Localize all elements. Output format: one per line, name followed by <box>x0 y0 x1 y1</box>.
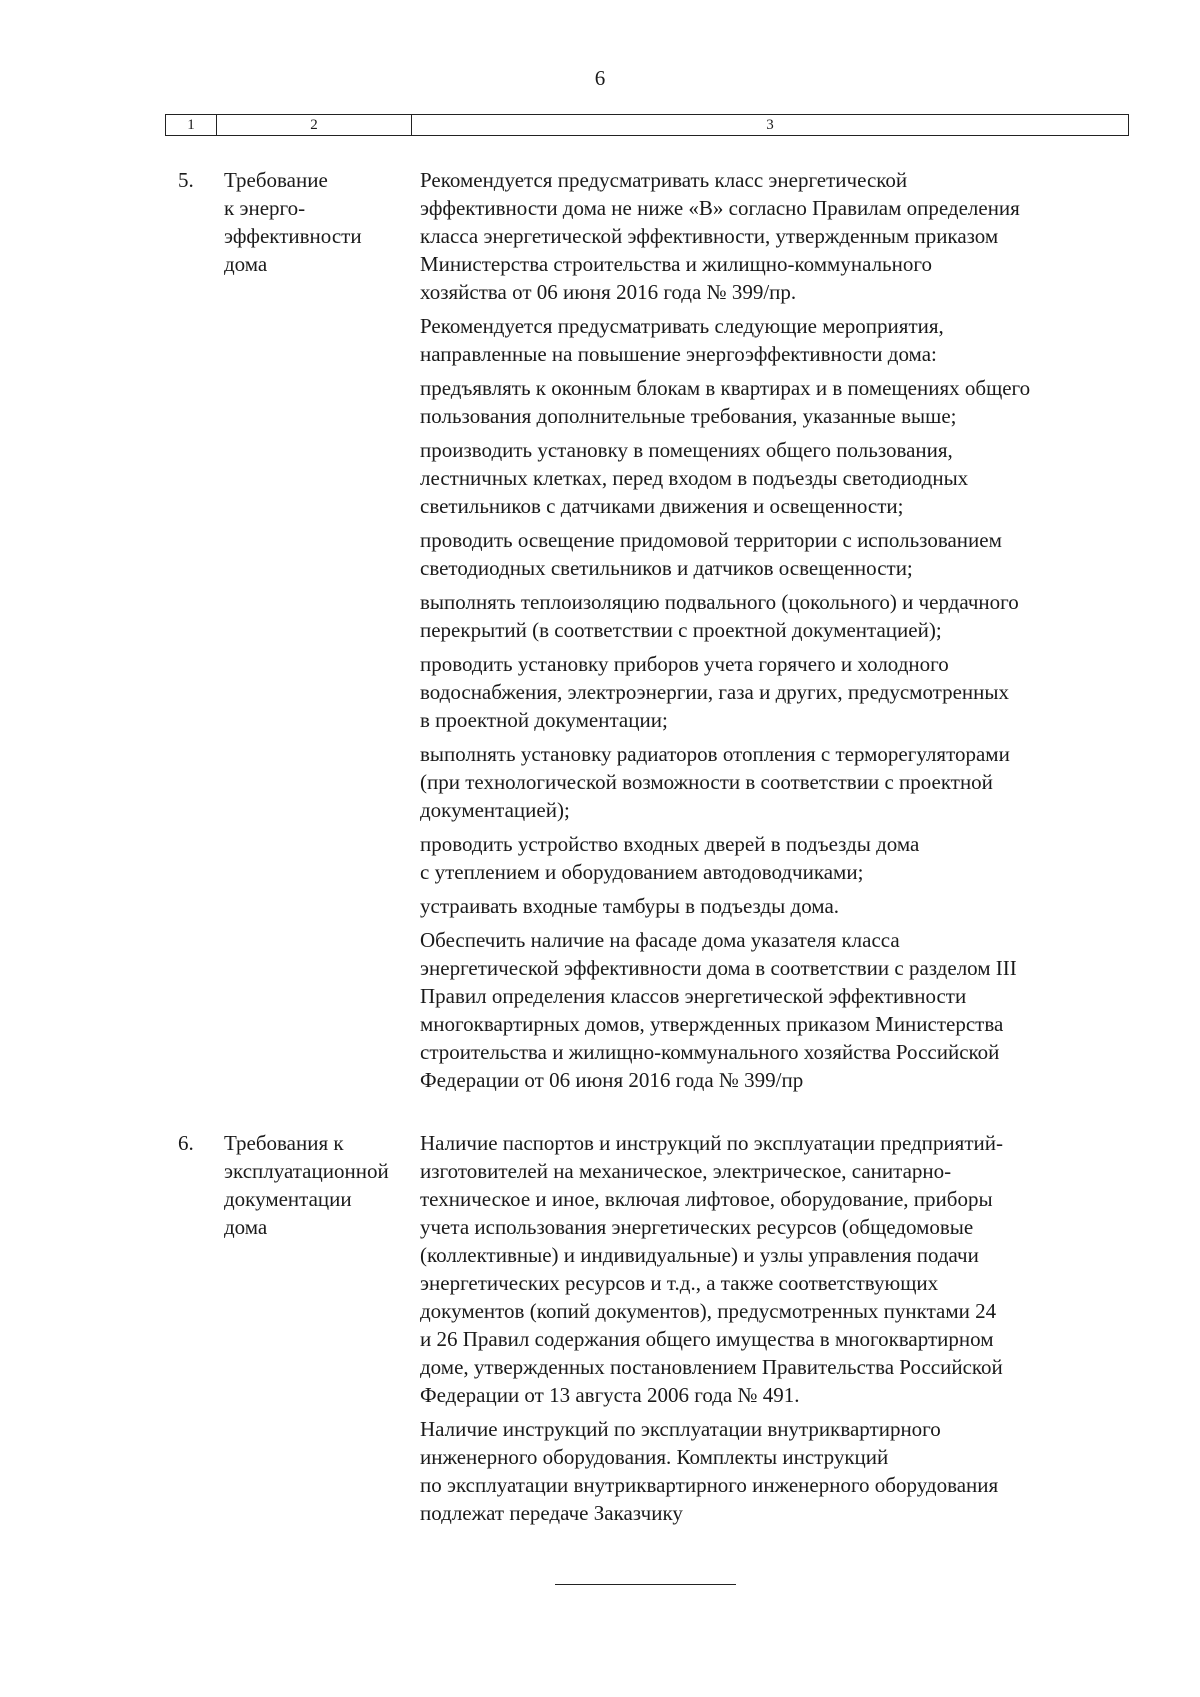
description-paragraph <box>420 374 1140 430</box>
description-paragraph <box>420 312 1140 368</box>
paragraph-line: в проектной документации; <box>420 708 668 732</box>
paragraph-line: Рекомендуется предусматривать следующие мероприятия, <box>420 314 944 338</box>
paragraph-line: предъявлять к оконным блокам в квартирах и в помещениях общего <box>420 376 1031 400</box>
row-title-line: документации <box>224 1187 352 1211</box>
column-header-2: 2 <box>217 115 412 136</box>
paragraph-line: строительства и жилищно-коммунального хозяйства Российской <box>420 1040 1000 1064</box>
paragraph-line: проводить освещение придомовой территории с использованием <box>420 528 1002 552</box>
paragraph-line: документацией); <box>420 798 570 822</box>
paragraph-line: Федерации от 06 июня 2016 года № 399/пр <box>420 1068 804 1092</box>
paragraph-line: хозяйства от 06 июня 2016 года № 399/пр. <box>420 280 797 304</box>
description-paragraph <box>420 740 1140 824</box>
paragraph-line: выполнять установку радиаторов отопления с терморегуляторами <box>420 742 1010 766</box>
description-paragraph <box>420 526 1140 582</box>
paragraph-line: перекрытий (в соответствии с проектной документацией); <box>420 618 942 642</box>
row-title-line: к энерго- <box>224 196 306 220</box>
paragraph-line: водоснабжения, электроэнергии, газа и других, предусмотренных <box>420 680 1010 704</box>
paragraph-line: класса энергетической эффективности, утвержденным приказом <box>420 224 999 248</box>
paragraph-line: Наличие инструкций по эксплуатации внутриквартирного <box>420 1417 941 1441</box>
paragraph-line: инженерного оборудования. Комплекты инструкций <box>420 1445 889 1469</box>
paragraph-line: эффективности дома не ниже «B» согласно Правилам определения <box>420 196 1020 220</box>
paragraph-line: направленные на повышение энергоэффективности дома: <box>420 342 937 366</box>
paragraph-line: доме, утвержденных постановлением Правительства Российской <box>420 1355 1003 1379</box>
paragraph-line: Обеспечить наличие на фасаде дома указателя класса <box>420 928 900 952</box>
paragraph-line: энергетических ресурсов и т.д., а также соответствующих <box>420 1271 939 1295</box>
description-paragraph <box>420 650 1140 734</box>
paragraph-line: документов (копий документов), предусмотренных пунктами 24 <box>420 1299 997 1323</box>
row-title-line: эксплуатационной <box>224 1159 389 1183</box>
row-title-line: дома <box>224 252 268 276</box>
row-number: 6. <box>178 1131 194 1155</box>
page-number: 6 <box>594 66 606 90</box>
end-divider <box>555 1584 736 1585</box>
paragraph-line: проводить устройство входных дверей в подъезды дома <box>420 832 920 856</box>
column-header-3: 3 <box>412 115 1129 136</box>
paragraph-line: выполнять теплоизоляцию подвального (цокольного) и чердачного <box>420 590 1019 614</box>
paragraph-line: Правил определения классов энергетической эффективности <box>420 984 967 1008</box>
description-paragraph <box>420 436 1140 520</box>
paragraph-line: устраивать входные тамбуры в подъезды дома. <box>420 894 840 918</box>
paragraph-line: светильников с датчиками движения и освещенности; <box>420 494 904 518</box>
paragraph-line: изготовителей на механическое, электрическое, санитарно- <box>420 1159 952 1183</box>
description-paragraph <box>420 892 1140 920</box>
row-description <box>420 1129 1140 1533</box>
description-paragraph <box>420 830 1140 886</box>
paragraph-line: Рекомендуется предусматривать класс энергетической <box>420 168 908 192</box>
paragraph-line: по эксплуатации внутриквартирного инженерного оборудования <box>420 1473 999 1497</box>
row-number: 5. <box>178 168 194 192</box>
paragraph-line: (коллективные) и индивидуальные) и узлы управления подачи <box>420 1243 979 1267</box>
paragraph-line: лестничных клетках, перед входом в подъезды светодиодных <box>420 466 969 490</box>
row-description <box>420 166 1140 1100</box>
row-title <box>224 166 414 278</box>
paragraph-line: производить установку в помещениях общего пользования, <box>420 438 953 462</box>
paragraph-line: Наличие паспортов и инструкций по эксплуатации предприятий- <box>420 1131 1003 1155</box>
description-paragraph <box>420 926 1140 1094</box>
paragraph-line: светодиодных светильников и датчиков освещенности; <box>420 556 913 580</box>
paragraph-line: многоквартирных домов, утвержденных приказом Министерства <box>420 1012 1004 1036</box>
paragraph-line: проводить установку приборов учета горячего и холодного <box>420 652 949 676</box>
paragraph-line: подлежат передаче Заказчику <box>420 1501 683 1525</box>
description-paragraph <box>420 1129 1140 1409</box>
paragraph-line: энергетической эффективности дома в соответствии с разделом III <box>420 956 1017 980</box>
paragraph-line: с утеплением и оборудованием автодоводчиками; <box>420 860 864 884</box>
row-title-line: Требование <box>224 168 328 192</box>
row-title-line: эффективности <box>224 224 362 248</box>
column-header-1: 1 <box>166 115 217 136</box>
paragraph-line: и 26 Правил содержания общего имущества в многоквартирном <box>420 1327 994 1351</box>
row-title <box>224 1129 414 1241</box>
column-header-row <box>165 114 1129 136</box>
paragraph-line: Министерства строительства и жилищно-коммунального <box>420 252 932 276</box>
paragraph-line: учета использования энергетических ресурсов (общедомовые <box>420 1215 974 1239</box>
description-paragraph <box>420 588 1140 644</box>
paragraph-line: Федерации от 13 августа 2006 года № 491. <box>420 1383 800 1407</box>
description-paragraph <box>420 1415 1140 1527</box>
row-title-line: дома <box>224 1215 268 1239</box>
row-title-line: Требования к <box>224 1131 344 1155</box>
paragraph-line: техническое и иное, включая лифтовое, оборудование, приборы <box>420 1187 993 1211</box>
description-paragraph <box>420 166 1140 306</box>
paragraph-line: (при технологической возможности в соответствии с проектной <box>420 770 993 794</box>
paragraph-line: пользования дополнительные требования, указанные выше; <box>420 404 957 428</box>
